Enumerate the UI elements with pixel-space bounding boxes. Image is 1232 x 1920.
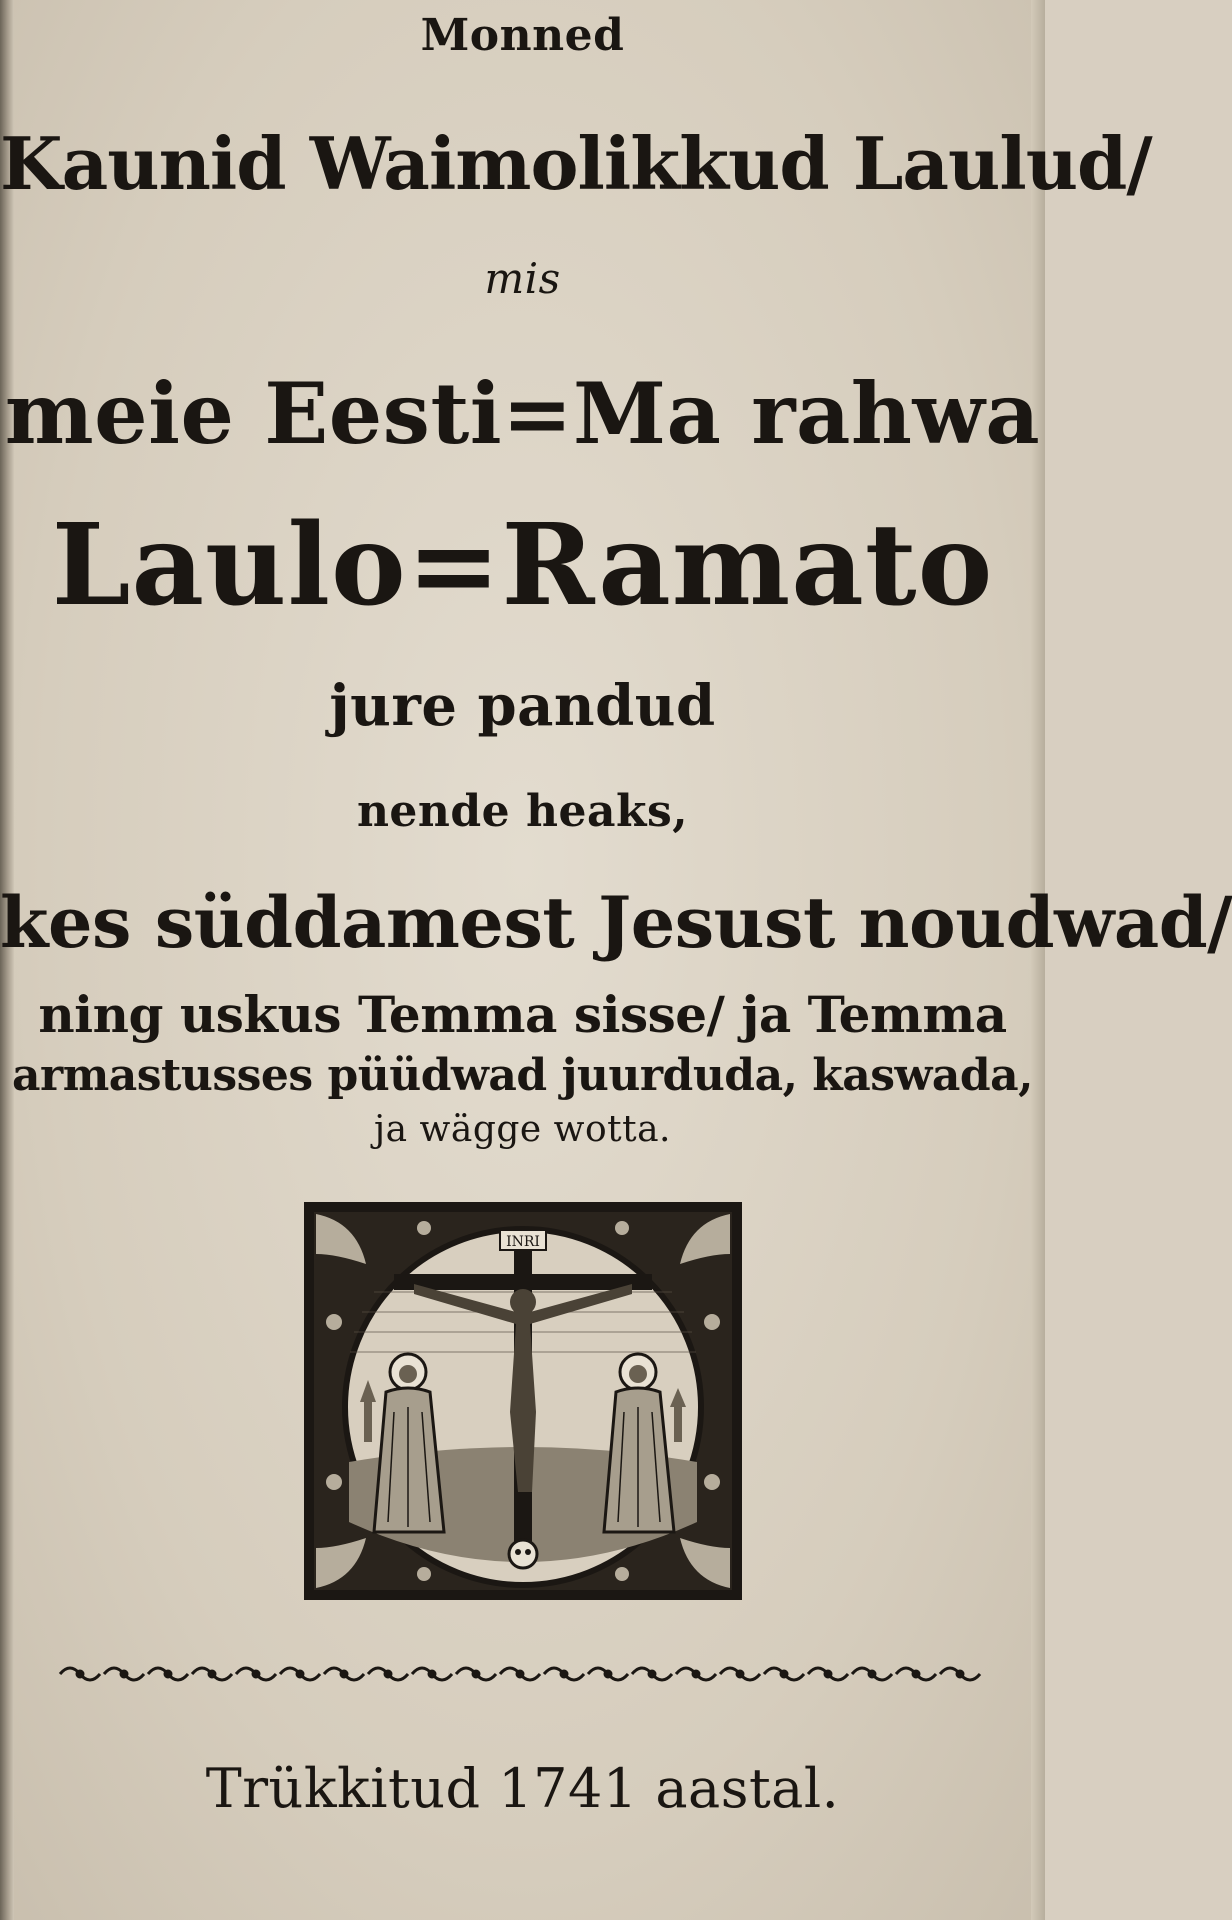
ornament-dot [561, 1671, 567, 1677]
ornament-dot [781, 1671, 787, 1677]
ornament-dot [341, 1671, 347, 1677]
title-line-6: jure pandud [329, 673, 716, 739]
ornament-dot [297, 1671, 303, 1677]
ornament-dot [913, 1671, 919, 1677]
ornament-dot [473, 1671, 479, 1677]
title-line-1: Monned [420, 10, 625, 61]
ornament-dot [605, 1671, 611, 1677]
main-title: Laulo=Ramato [51, 500, 994, 631]
title-line-9: ning uskus Temma sisse/ ja Temma [38, 985, 1007, 1044]
title-line-3: mis [484, 254, 561, 303]
ornament-dot [77, 1671, 83, 1677]
title-line-10: armastusses püüdwad juurduda, kaswada, [12, 1050, 1033, 1101]
title-line-8: kes süddamest Jesust noudwad/ [0, 881, 1232, 964]
ornament-dot [429, 1671, 435, 1677]
title-line-4: meie Eesti=Ma rahwa [4, 364, 1041, 463]
title-line-11: ja wägge wotta. [373, 1109, 671, 1150]
imprint-line: Trükkitud 1741 aastal. [205, 1757, 840, 1820]
ornament-dot [649, 1671, 655, 1677]
ornament-dot [385, 1671, 391, 1677]
ornament-dot [517, 1671, 523, 1677]
title-line-2: Kaunid Waimolikkud Laulud/ [0, 121, 1152, 206]
ornament-dot [253, 1671, 259, 1677]
ornament-dot [737, 1671, 743, 1677]
ornamental-rule [54, 1656, 1006, 1692]
title-line-7: nende heaks, [356, 786, 689, 837]
inri-titulus: INRI [506, 1234, 540, 1250]
ornament-dot [121, 1671, 127, 1677]
ornament-dot [825, 1671, 831, 1677]
ornament-dot [209, 1671, 215, 1677]
crucifixion-woodcut [304, 1202, 742, 1600]
ornament-dot [869, 1671, 875, 1677]
ornament-dot [165, 1671, 171, 1677]
ornament-dot [693, 1671, 699, 1677]
ornament-dot [957, 1671, 963, 1677]
